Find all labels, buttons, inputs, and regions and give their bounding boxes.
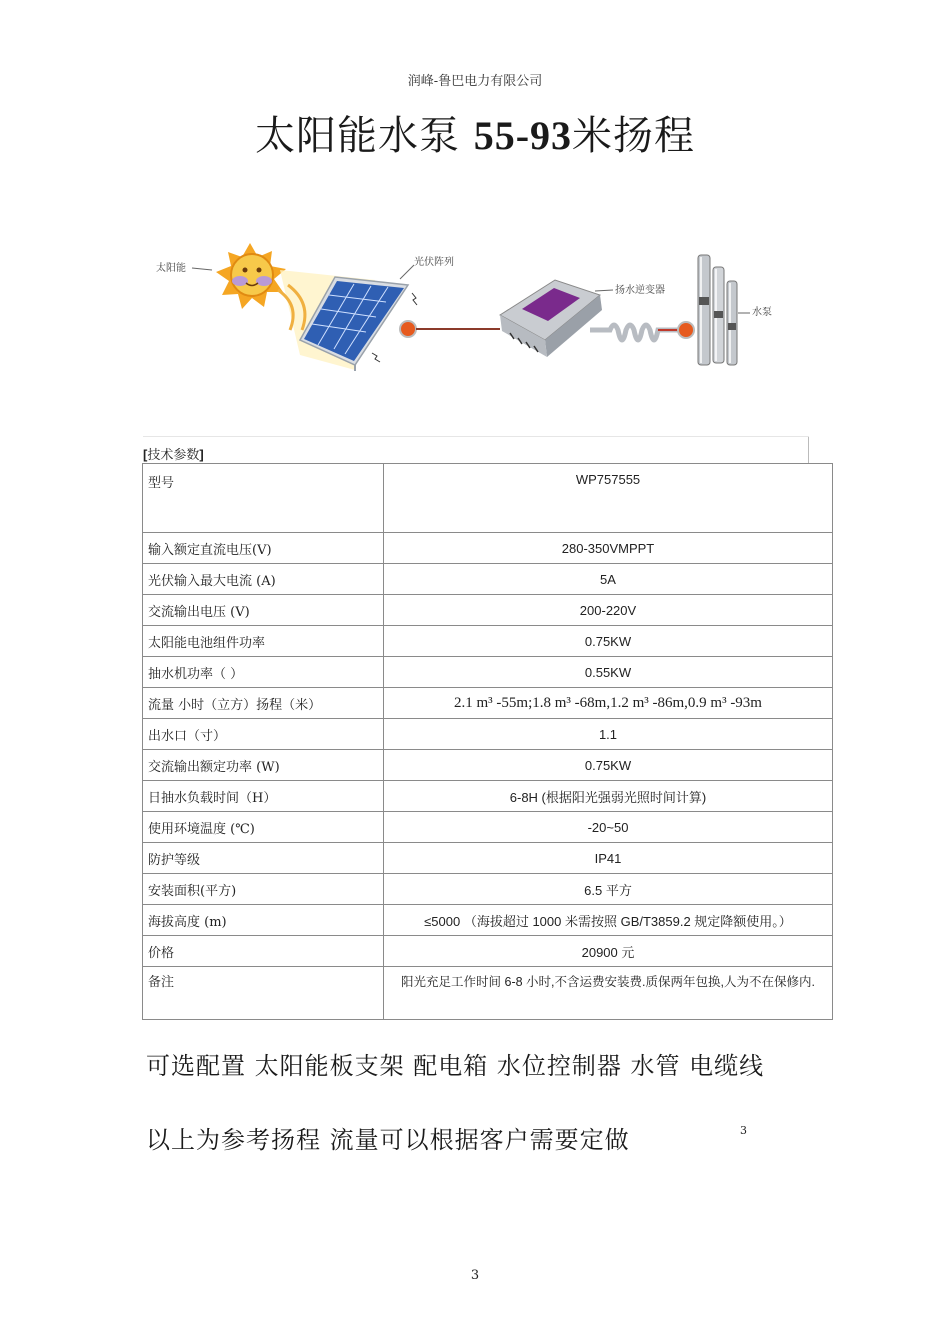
title-prefix: 太阳能水泵 [254,113,460,159]
spec-key: 备注 [143,967,384,1020]
spec-value: 280-350VMPPT [384,533,833,564]
table-row [143,781,833,812]
spec-key: 价格 [143,936,384,967]
spark-icon [412,293,417,305]
custom-note-line: 以上为参考扬程 流量可以根据客户需要定做 [146,1126,630,1154]
spec-key: 抽水机功率（ ） [143,657,384,688]
sun-leader [192,268,212,270]
spec-key: 使用环境温度 (℃) [143,812,384,843]
connector-icon [678,322,694,338]
spec-key: 交流输出电压 (V) [143,595,384,626]
spec-key: 安装面积(平方) [143,874,384,905]
table-row [143,967,833,1020]
table-row [143,595,833,626]
table-row [143,688,833,719]
table-row [143,874,833,905]
pipe-coil [590,325,680,340]
panel-label: 光伏阵列 [414,257,454,268]
spec-value: ≤5000 （海拔超过 1000 米需按照 GB/T3859.2 规定降额使用。） [384,905,833,936]
spec-table [142,463,833,1020]
spec-key: 出水口（寸） [143,719,384,750]
table-row [143,464,833,533]
page-title [0,104,950,161]
label-rule [808,437,809,463]
spec-value: 2.1 m³ -55m;1.8 m³ -68m,1.2 m³ -86m,0.9 m³ -93m [384,688,833,719]
connector-icon [400,321,416,337]
spec-value: 6.5 平方 [384,874,833,905]
table-row [143,626,833,657]
spec-key: 输入额定直流电压(V) [143,533,384,564]
sun-label: 太阳能 [156,263,186,274]
spec-value: 0.75KW [384,626,833,657]
label-rule [143,436,809,437]
table-row [143,812,833,843]
spec-value: 5A [384,564,833,595]
page-number: 3 [470,1268,480,1283]
spec-value: IP41 [384,843,833,874]
spec-key: 光伏输入最大电流 (A) [143,564,384,595]
inverter-leader [595,290,613,291]
spec-value: 0.75KW [384,750,833,781]
spec-key: 太阳能电池组件功率 [143,626,384,657]
title-range: 55-93 [473,113,573,158]
spec-value: -20~50 [384,812,833,843]
section-label [143,444,204,463]
spec-key: 日抽水负载时间（H） [143,781,384,812]
inverter-icon [500,280,602,357]
table-row [143,657,833,688]
inverter-label: 扬水逆变器 [615,285,665,296]
spec-key: 型号 [143,464,384,533]
section-bracket: ] [199,447,204,462]
table-row [143,719,833,750]
spec-value: 6-8H (根据阳光强弱光照时间计算) [384,781,833,812]
page-header: 润峰-鲁巴电力有限公司 [407,74,543,89]
table-row [143,750,833,781]
pump-icon [698,255,737,365]
spec-value: 1.1 [384,719,833,750]
spec-value: WP757555 [384,464,833,533]
section-label-text: 技术参数 [147,448,200,463]
system-diagram-svg [150,235,790,385]
panel-leader [400,265,414,279]
pump-label: 水泵 [752,307,772,318]
spec-key: 海拔高度 (m) [143,905,384,936]
options-line: 可选配置 太阳能板支架 配电箱 水位控制器 水管 电缆线 [146,1052,765,1080]
spec-key: 交流输出额定功率 (W) [143,750,384,781]
table-row [143,936,833,967]
table-row [143,564,833,595]
spark-icon [372,353,380,362]
sun-icon [216,243,286,309]
spec-value: 0.55KW [384,657,833,688]
table-row [143,843,833,874]
spec-key: 流量 小时（立方）扬程（米） [143,688,384,719]
system-diagram [150,235,790,385]
spec-value: 200-220V [384,595,833,626]
table-row [143,905,833,936]
superscript-mark: 3 [740,1124,747,1137]
spec-key: 防护等级 [143,843,384,874]
table-row [143,533,833,564]
spec-value: 20900 元 [384,936,833,967]
title-suffix: 米扬程 [572,113,696,159]
spec-value: 阳光充足工作时间 6-8 小时,不含运费安装费.质保两年包换,人为不在保修内. [384,967,833,1020]
section-bracket: [ [143,447,148,462]
